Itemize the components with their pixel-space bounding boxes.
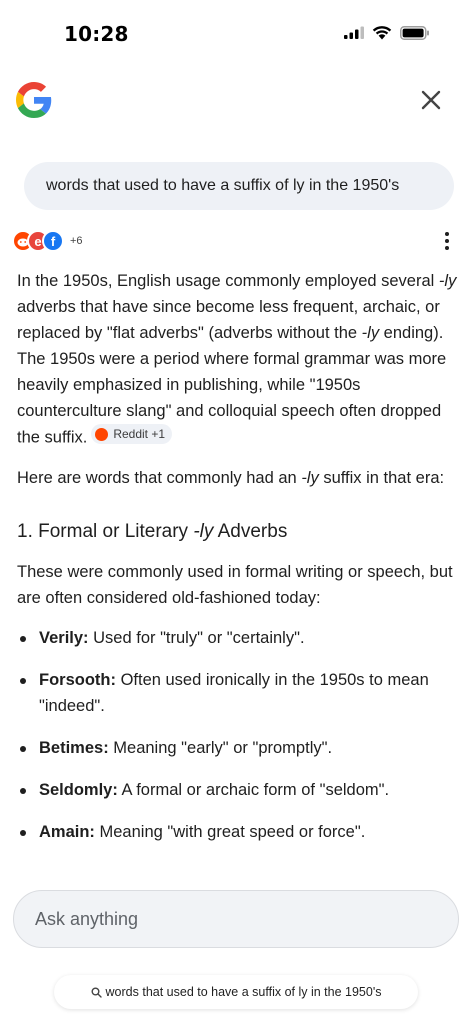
intro-paragraph: In the 1950s, English usage commonly employed several -ly adverbs that have since become less frequent, archaic, or replaced by "flat adverbs" (adverbs without the -ly ending). The 1950s were a period where formal grammar was more heavily emphasized in publishing, while "1950s counterculture slang" and colloquial speech often dropped the suffix. Reddit +1: [17, 272, 457, 447]
status-icons: [344, 25, 430, 40]
close-icon[interactable]: [420, 89, 442, 111]
lead-paragraph: Here are words that commonly had an -ly suffix in that era:: [17, 468, 445, 487]
ask-anything-input[interactable]: Ask anything: [13, 890, 459, 948]
adverb-list: [17, 625, 459, 845]
facebook-icon: f: [42, 230, 64, 252]
more-options-icon[interactable]: [444, 232, 450, 250]
section-heading: 1. Formal or Literary -ly Adverbs: [17, 520, 288, 542]
sources-row[interactable]: [12, 228, 83, 254]
search-query-pill[interactable]: [54, 975, 418, 1009]
status-time: 10:28: [64, 22, 129, 46]
status-bar: [0, 0, 472, 70]
user-query-bubble: words that used to have a suffix of ly in the 1950's: [24, 162, 454, 210]
e-site-icon: e: [27, 230, 49, 252]
sources-more-count: +6: [70, 235, 83, 247]
citation-chip[interactable]: Reddit +1: [91, 424, 172, 444]
list-item: Amain: Meaning "with great speed or force".: [17, 819, 459, 845]
section-intro: These were commonly used in formal writing or speech, but are often considered old-fashioned today:: [17, 562, 453, 607]
search-query-text: words that used to have a suffix of ly in the 1950's: [105, 985, 382, 999]
list-item: Seldomly: A formal or archaic form of "seldom".: [17, 777, 459, 803]
reddit-icon: [95, 428, 108, 441]
ai-answer: [17, 268, 459, 861]
list-item: Forsooth: Often used ironically in the 1950s to mean "indeed".: [17, 667, 459, 719]
wifi-icon: [372, 25, 392, 40]
search-icon: [91, 987, 102, 998]
cellular-signal-icon: [344, 26, 364, 39]
list-item: Betimes: Meaning "early" or "promptly".: [17, 735, 459, 761]
battery-icon: [400, 26, 430, 40]
google-g-logo: [16, 82, 52, 118]
list-item: Verily: Used for "truly" or "certainly".: [17, 625, 459, 651]
